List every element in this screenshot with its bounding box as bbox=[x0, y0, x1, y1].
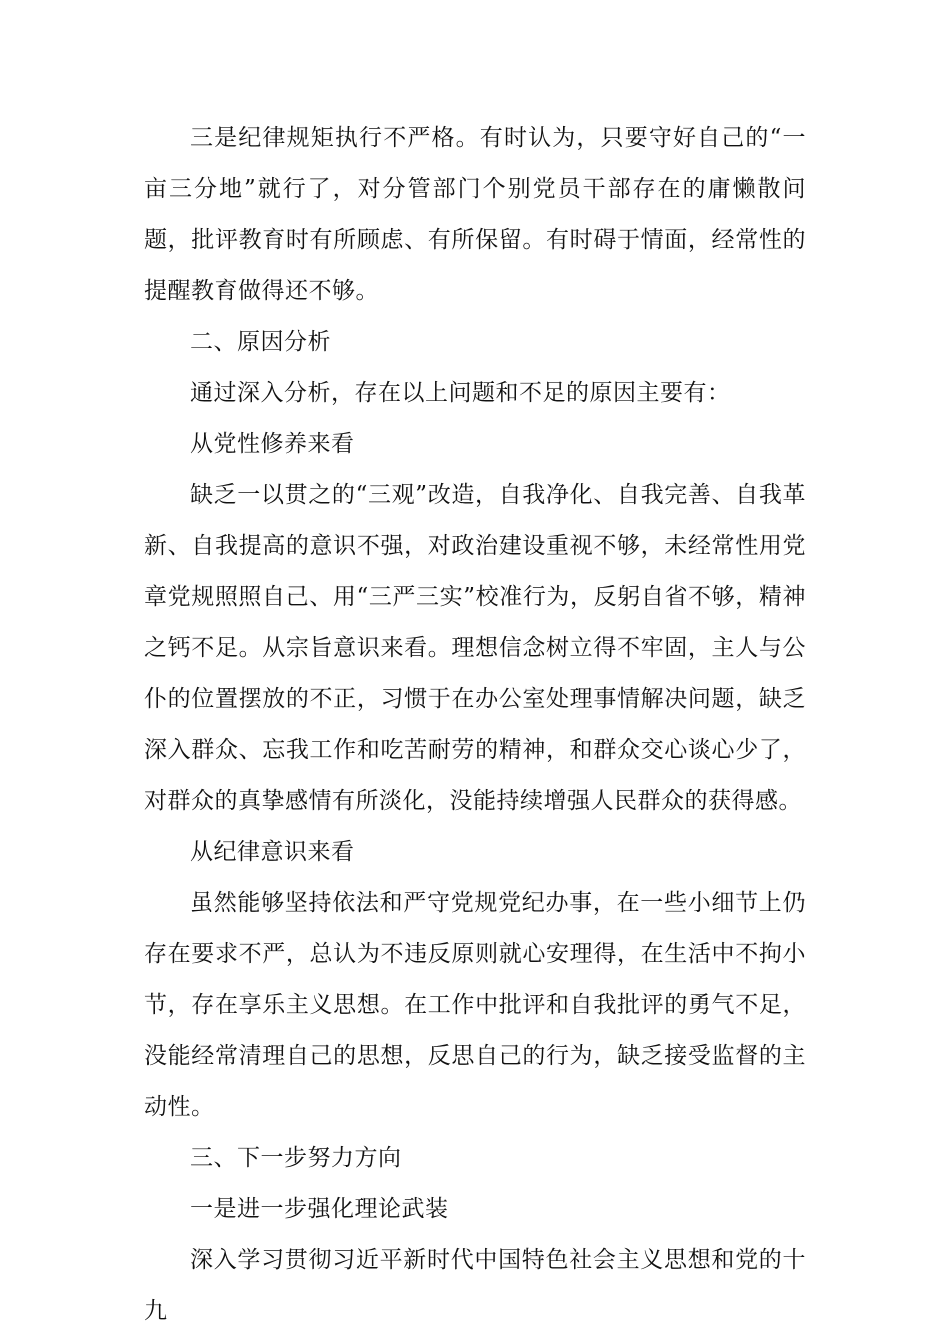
subheading-theory-arming: 一是进一步强化理论武装 bbox=[190, 1196, 449, 1222]
paragraph-party-spirit: 缺乏一以贯之的“三观”改造，自我净化、自我完善、自我革新、自我提高的意识不强，对政治建设重视不够，未经常性用党章党规照照自己、用“三严三实”校准行为，反躬自省不够，精神之钙不足。从宗旨意识来看。理想信念树立得不牢固，主人与公仆的位置摆放的不正，习惯于在办公室处理事情解决问题，缺乏深入群众、忘我工作和吃苦耐劳的精神，和群众交心谈心少了，对群众的真挚感情有所淡化，没能持续增强人民群众的获得感。 bbox=[144, 482, 806, 814]
section-heading-next-steps: 三、下一步努力方向 bbox=[190, 1145, 402, 1171]
paragraph-discipline-issue: 三是纪律规矩执行不严格。有时认为，只要守好自己的“一亩三分地”就行了，对分管部门个别党员干部存在的庸懒散问题，批评教育时有所顾虑、有所保留。有时碍于情面，经常性的提醒教育做得还不够。 bbox=[144, 125, 806, 304]
paragraph-discipline-awareness: 虽然能够坚持依法和严守党规党纪办事，在一些小细节上仍存在要求不严，总认为不违反原则就心安理得，在生活中不拘小节，存在享乐主义思想。在工作中批评和自我批评的勇气不足，没能经常清理自己的思想，反思自己的行为，缺乏接受监督的主动性。 bbox=[144, 890, 806, 1120]
subheading-party-spirit: 从党性修养来看 bbox=[190, 431, 355, 457]
document-body bbox=[144, 113, 806, 1337]
paragraph-theory-study: 深入学习贯彻习近平新时代中国特色社会主义思想和党的十九 bbox=[144, 1247, 806, 1324]
subheading-discipline-awareness: 从纪律意识来看 bbox=[190, 839, 355, 865]
section-heading-cause-analysis: 二、原因分析 bbox=[190, 329, 331, 355]
paragraph-analysis-intro: 通过深入分析，存在以上问题和不足的原因主要有： bbox=[190, 380, 731, 406]
